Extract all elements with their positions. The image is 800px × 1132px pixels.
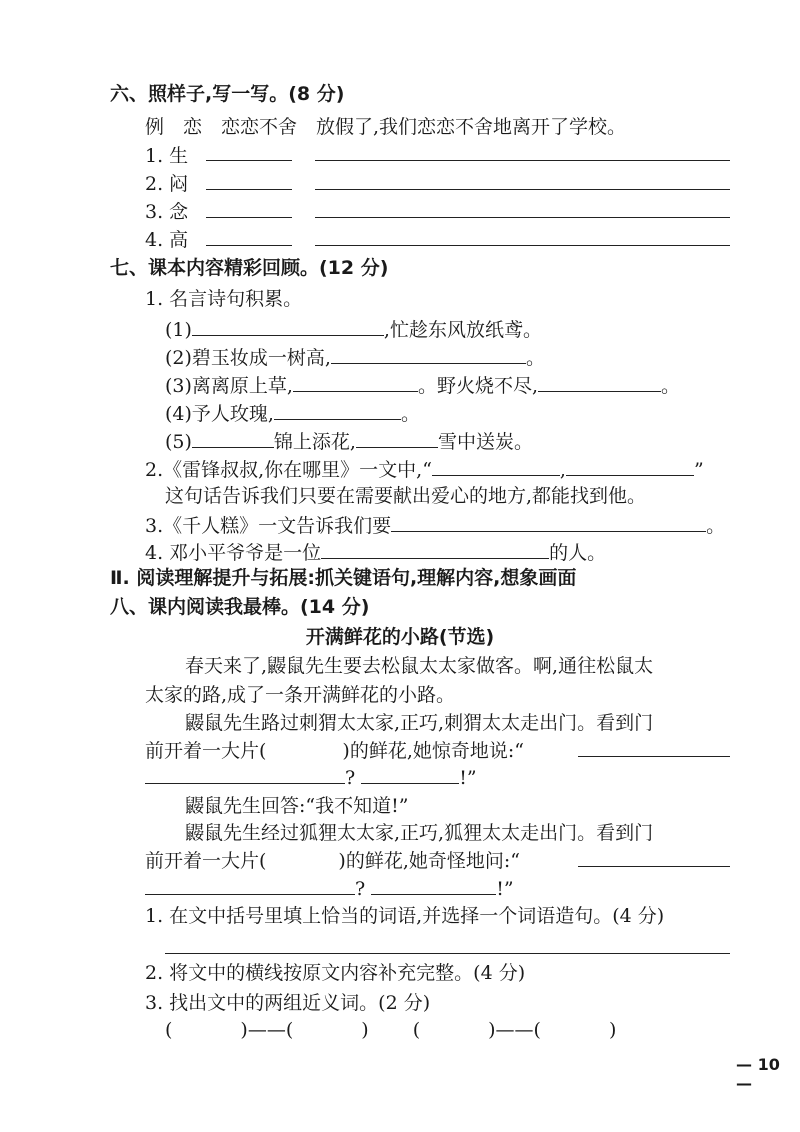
section-6-item-1: 1. 生: [145, 145, 189, 167]
answer-line[interactable]: [315, 217, 730, 218]
poem-line-5: (5) 锦上添花, 雪中送炭。: [165, 427, 533, 455]
answer-blank[interactable]: [293, 371, 418, 392]
answer-line[interactable]: [165, 953, 730, 954]
passage-title: 开满鲜花的小路(节选): [305, 626, 495, 648]
answer-blank[interactable]: [356, 427, 438, 448]
section-6-item-2: 2. 闷: [145, 173, 189, 195]
question-8-2: 2. 将文中的横线按原文内容补充完整。(4 分): [145, 962, 526, 984]
section-6-heading: 六、照样子,写一写。(8 分): [110, 83, 345, 105]
answer-blank[interactable]: [566, 455, 694, 476]
question-7-3: 3.《千人糕》一文告诉我们要 。: [145, 511, 725, 539]
answer-blank[interactable]: [361, 763, 459, 784]
synonym-pairs: ( )——( ) ( )——( ): [165, 1019, 617, 1041]
answer-line[interactable]: [315, 245, 730, 246]
question-7-1: 1. 名言诗句积累。: [145, 288, 303, 310]
poem-line-3: (3)离离原上草, 。野火烧不尽, 。: [165, 371, 680, 399]
passage-para-2b: 前开着一大片( )的鲜花,她惊奇地说:“: [145, 740, 524, 762]
section-7-heading: 七、课本内容精彩回顾。(12 分): [110, 257, 389, 279]
passage-para-1a: 春天来了,鼹鼠先生要去松鼠太太家做客。啊,通往松鼠太: [185, 655, 654, 677]
answer-line[interactable]: [578, 756, 730, 757]
question-7-2-text: 这句话告诉我们只要在需要献出爱心的地方,都能找到他。: [165, 485, 647, 507]
section-8-heading: 八、课内阅读我最棒。(14 分): [110, 596, 370, 618]
question-7-2: 2.《雷锋叔叔,你在哪里》一文中,“ , ”: [145, 455, 704, 483]
question-8-1: 1. 在文中括号里填上恰当的词语,并选择一个词语造句。(4 分): [145, 905, 665, 927]
page-number: — 10 —: [736, 1055, 780, 1093]
question-8-3: 3. 找出文中的两组近义词。(2 分): [145, 992, 431, 1014]
passage-para-2c: ? !”: [145, 763, 477, 791]
answer-line[interactable]: [206, 189, 292, 190]
answer-blank[interactable]: [145, 874, 355, 895]
answer-line[interactable]: [315, 160, 730, 161]
answer-blank[interactable]: [274, 399, 401, 420]
section-6-item-3: 3. 念: [145, 201, 189, 223]
answer-blank[interactable]: [391, 511, 706, 532]
answer-blank[interactable]: [432, 455, 560, 476]
answer-blank[interactable]: [192, 427, 274, 448]
poem-line-4: (4)予人玫瑰, 。: [165, 399, 420, 427]
answer-blank[interactable]: [192, 315, 384, 336]
passage-para-4b: 前开着一大片( )的鲜花,她奇怪地问:“: [145, 850, 520, 872]
section-6-example: 例 恋 恋恋不舍 放假了,我们恋恋不舍地离开了学校。: [145, 116, 627, 138]
answer-line[interactable]: [206, 160, 292, 161]
part-2-heading: Ⅱ. 阅读理解提升与拓展:抓关键语句,理解内容,想象画面: [110, 567, 577, 589]
answer-blank[interactable]: [331, 343, 526, 364]
passage-para-2a: 鼹鼠先生路过刺猬太太家,正巧,刺猬太太走出门。看到门: [185, 712, 654, 734]
answer-blank[interactable]: [538, 371, 661, 392]
passage-para-1b: 太家的路,成了一条开满鲜花的小路。: [145, 684, 456, 706]
section-6-item-4: 4. 高: [145, 229, 189, 251]
answer-line[interactable]: [315, 189, 730, 190]
answer-blank[interactable]: [321, 538, 549, 559]
passage-para-3: 鼹鼠先生回答:“我不知道!”: [185, 795, 409, 817]
question-7-4: 4. 邓小平爷爷是一位 的人。: [145, 538, 606, 566]
passage-para-4a: 鼹鼠先生经过狐狸太太家,正巧,狐狸太太走出门。看到门: [185, 822, 654, 844]
passage-para-4c: ? !”: [145, 874, 514, 902]
answer-blank[interactable]: [371, 874, 496, 895]
answer-line[interactable]: [206, 217, 292, 218]
poem-line-2: (2)碧玉妆成一树高, 。: [165, 343, 545, 371]
answer-blank[interactable]: [145, 763, 345, 784]
answer-line[interactable]: [578, 866, 730, 867]
poem-line-1: (1) ,忙趁东风放纸鸢。: [165, 315, 542, 343]
answer-line[interactable]: [206, 245, 292, 246]
